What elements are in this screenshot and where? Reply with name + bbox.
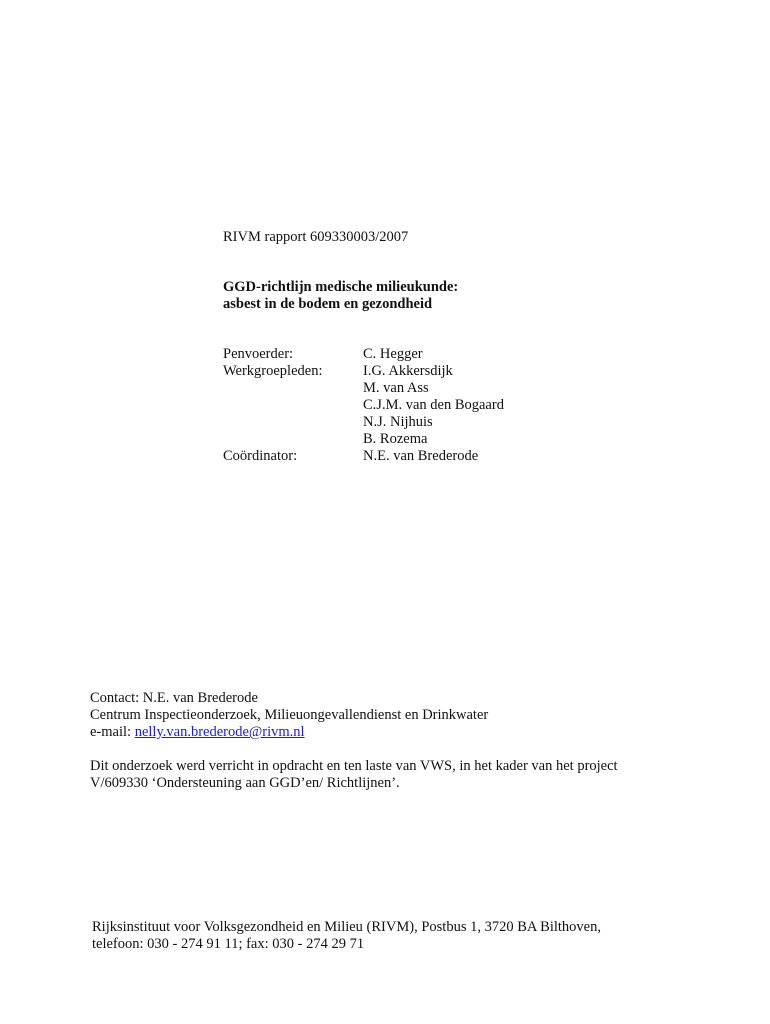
- contact-department: Centrum Inspectieonderzoek, Milieuongevallendienst en Drinkwater: [90, 707, 489, 723]
- penvoerder-label: Penvoerder:: [223, 346, 294, 362]
- commission-statement: [90, 758, 618, 792]
- footer-address: Rijksinstituut voor Volksgezondheid en Milieu (RIVM), Postbus 1, 3720 BA Bilthoven,: [92, 919, 601, 935]
- werkgroep-member: M. van Ass: [363, 380, 429, 396]
- report-number: [223, 229, 408, 246]
- werkgroep-row: [223, 397, 504, 414]
- werkgroep-row: [223, 380, 504, 397]
- footer-phone: telefoon: 030 - 274 91 11; fax: 030 - 274 29 71: [92, 936, 365, 952]
- authors-table: [223, 346, 504, 465]
- penvoerder-name: C. Hegger: [363, 346, 423, 362]
- werkgroep-member: I.G. Akkersdijk: [363, 363, 453, 379]
- commission-line-2: V/609330 ‘Ondersteuning aan GGD’en/ Richtlijnen’.: [90, 775, 400, 791]
- email-link[interactable]: nelly.van.brederode@rivm.nl: [134, 724, 305, 740]
- coordinator-name: N.E. van Brederode: [363, 448, 479, 464]
- werkgroep-member: N.J. Nijhuis: [363, 414, 433, 430]
- commission-line-1: Dit onderzoek werd verricht in opdracht en ten laste van VWS, in het kader van het project: [90, 758, 618, 774]
- werkgroep-row: [223, 414, 504, 431]
- werkgroep-row: [223, 431, 504, 448]
- title-line-2: asbest in de bodem en gezondheid: [223, 296, 433, 312]
- contact-email-line: [90, 724, 488, 741]
- werkgroep-member: B. Rozema: [363, 431, 428, 447]
- report-number-text: RIVM rapport 609330003/2007: [223, 229, 409, 245]
- email-prefix: e-mail:: [90, 724, 135, 740]
- werkgroep-member: C.J.M. van den Bogaard: [363, 397, 504, 413]
- coordinator-label: Coördinator:: [223, 448, 298, 464]
- werkgroep-label: Werkgroepleden:: [223, 363, 323, 379]
- contact-info: [90, 690, 488, 741]
- penvoerder-row: [223, 346, 504, 363]
- contact-person: Contact: N.E. van Brederode: [90, 690, 258, 706]
- document-title: [223, 279, 458, 313]
- coordinator-row: [223, 448, 504, 465]
- institute-footer: [92, 919, 601, 953]
- title-line-1: GGD-richtlijn medische milieukunde:: [223, 279, 459, 295]
- werkgroep-row: [223, 363, 504, 380]
